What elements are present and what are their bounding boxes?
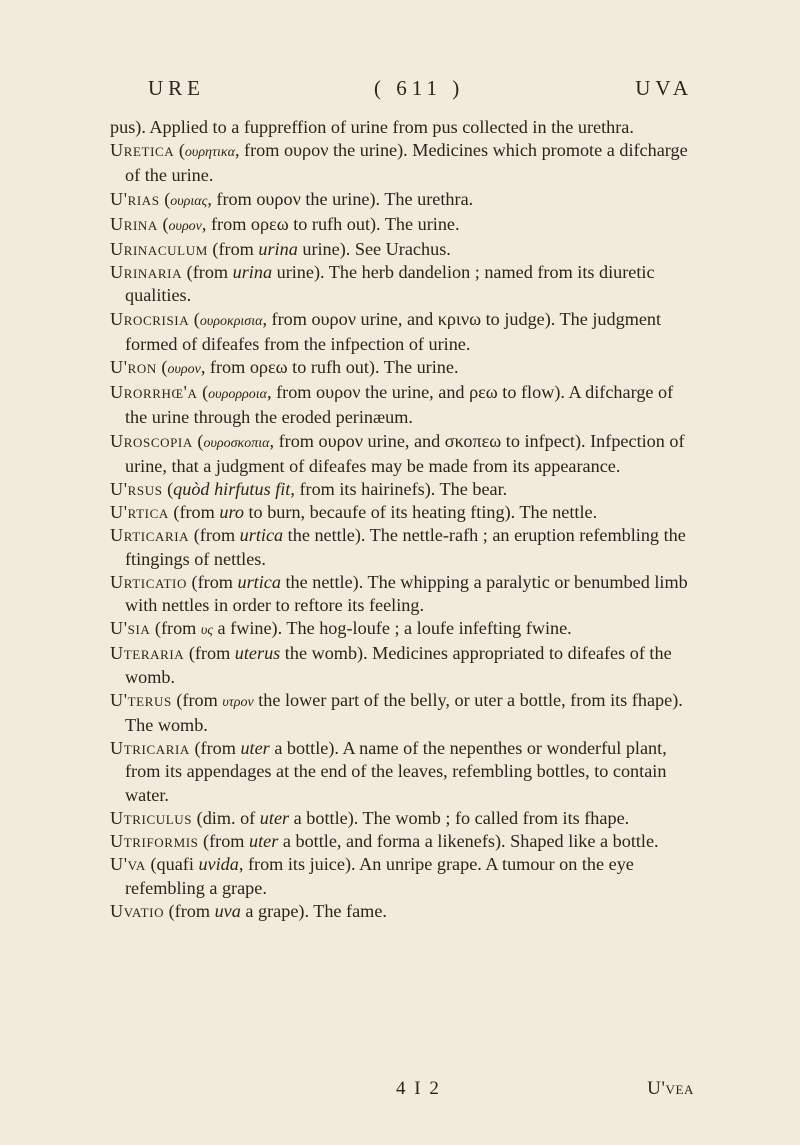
dictionary-entry: [110, 188, 694, 213]
dictionary-entry: [110, 642, 694, 688]
entry-greek: ουριας: [170, 193, 208, 209]
entry-latin: uter: [249, 831, 279, 852]
dictionary-entry: [110, 308, 694, 356]
entry-definition: urine). The herb dandelion ; named from its diuretic qualities.: [125, 262, 655, 306]
entry-prefix: (from: [150, 618, 201, 639]
dictionary-entry: [110, 261, 694, 307]
entry-latin: uter: [259, 807, 290, 828]
catchword: U'vea: [647, 1078, 694, 1099]
dictionary-entry: [110, 501, 694, 524]
entry-prefix: (from: [164, 900, 215, 921]
entry-latin: urina: [258, 239, 298, 260]
dictionary-entry: [110, 116, 694, 139]
dictionary-entry: [110, 430, 694, 478]
dictionary-entry: [110, 689, 694, 737]
running-head-right: UVA: [635, 76, 693, 100]
dictionary-entry: [110, 381, 694, 429]
entry-prefix: (from: [168, 502, 220, 523]
signature-mark: 4 I 2: [396, 1078, 441, 1099]
entry-prefix: (: [197, 382, 209, 403]
entry-headword: Urinaria: [110, 262, 183, 283]
entry-prefix: (: [156, 357, 168, 378]
entry-headword: Urina: [110, 213, 158, 234]
entry-headword: U'terus: [110, 689, 172, 710]
entry-prefix: (from: [189, 738, 241, 759]
entry-greek: υς: [200, 623, 213, 639]
dictionary-entry: [110, 807, 694, 830]
entry-greek: ουροκρισια: [199, 313, 263, 329]
entry-definition: the womb). Medicines appropriated to difeafes of the womb.: [125, 643, 672, 687]
entry-headword: U'rtica: [110, 502, 169, 523]
entry-greek: ουροσκοπια: [203, 435, 270, 451]
entry-greek: ουρητικα: [184, 145, 235, 161]
dictionary-entry: [110, 139, 694, 187]
entry-headword: U'ron: [110, 357, 157, 378]
entry-greek: υτρον: [222, 694, 254, 710]
entry-headword: Urticatio: [110, 571, 187, 592]
entry-latin: urtica: [237, 571, 281, 592]
entry-definition: pus). Applied to a fuppreffion of urine from pus collected in the urethra.: [110, 117, 634, 137]
entry-definition: to burn, becaufe of its heating fting). The nettle.: [243, 502, 598, 523]
entry-headword: Uvatio: [110, 900, 165, 921]
entry-headword: Utriculus: [110, 807, 193, 828]
entry-definition: , from its juice). An unripe grape. A tumour on the eye refembling a grape.: [125, 854, 634, 898]
entry-definition: , from ουρον the urine, and ρεω to flow). A difcharge of the urine through the eroded perinæum.: [125, 382, 674, 428]
entry-definition: the nettle). The nettle-rafh ; an eruption refembling the ftingings of nettles.: [125, 525, 686, 569]
entry-prefix: (from: [171, 689, 223, 710]
entry-headword: Uteraria: [110, 643, 185, 664]
entry-headword: U'sia: [110, 618, 151, 639]
entry-prefix: (quafi: [145, 854, 199, 875]
entry-definition: a bottle). A name of the nepenthes or wonderful plant, from its appendages at the end of the leaves, refembling bottles, to contain water.: [125, 738, 667, 805]
entry-headword: Urocrisia: [110, 308, 190, 329]
entry-prefix: (: [192, 430, 204, 451]
entry-definition: , from ορεω to rufh out). The urine.: [200, 357, 459, 378]
entry-definition: a fwine). The hog-loufe ; a loufe infefting fwine.: [212, 618, 572, 639]
entry-prefix: (: [162, 479, 174, 500]
page-number: ( 611 ): [374, 76, 465, 100]
entry-headword: U'rsus: [110, 479, 163, 500]
entry-prefix: (from: [184, 643, 235, 664]
entry-prefix: (from: [198, 831, 249, 852]
dictionary-entry: [110, 213, 694, 238]
entry-headword: Utriformis: [110, 831, 199, 852]
dictionary-entry: [110, 737, 694, 807]
entry-headword: U'va: [110, 854, 146, 875]
entry-headword: Urinaculum: [110, 239, 208, 260]
entries-list: [110, 116, 694, 923]
entry-definition: urine). See Urachus.: [297, 239, 451, 260]
entry-greek: ουρον: [167, 362, 201, 378]
entry-greek: ουρορροια: [208, 387, 267, 403]
entry-greek: ουρον: [168, 218, 202, 234]
dictionary-entry: [110, 900, 694, 923]
entry-latin: uter: [240, 738, 270, 759]
entry-headword: U'rias: [110, 188, 160, 209]
entry-latin: uva: [214, 900, 241, 921]
entry-latin: uro: [219, 502, 244, 523]
dictionary-entry: [110, 853, 694, 899]
entry-prefix: (: [174, 140, 185, 161]
entry-prefix: (: [189, 308, 200, 329]
entry-headword: Utricaria: [110, 738, 190, 759]
entry-headword: Urticaria: [110, 525, 190, 546]
entry-prefix: (: [159, 188, 171, 209]
dictionary-entry: [110, 238, 694, 261]
dictionary-entry: [110, 524, 694, 570]
entry-definition: a bottle, and forma a likenefs). Shaped like a bottle.: [278, 831, 659, 852]
dictionary-entry: [110, 830, 694, 853]
running-head-left: URE: [148, 76, 205, 100]
entry-latin: urina: [232, 262, 273, 283]
entry-definition: , from ορεω to rufh out). The urine.: [201, 213, 460, 234]
entry-definition: , from ουρον the urine). Medicines which promote a difcharge of the urine.: [125, 140, 688, 186]
entry-prefix: (: [157, 213, 169, 234]
entry-prefix: (dim. of: [192, 807, 260, 828]
dictionary-entry: [110, 356, 694, 381]
entry-definition: the nettle). The whipping a paralytic or benumbed limb with nettles in order to reftore its feeling.: [125, 571, 688, 616]
entry-prefix: (from: [207, 239, 259, 260]
entry-latin: urtica: [239, 525, 284, 546]
entry-definition: , from ουρον the urine). The urethra.: [207, 188, 474, 209]
entry-definition: , from its hairinefs). The bear.: [290, 479, 508, 500]
entry-latin: quòd hirfutus fit: [173, 479, 291, 500]
entry-definition: the lower part of the belly, or uter a bottle, from its fhape). The womb.: [125, 689, 683, 736]
entry-prefix: (from: [182, 262, 233, 283]
page-footer: [110, 1078, 694, 1104]
dictionary-entry: [110, 617, 694, 642]
entry-definition: , from ουρον urine, and σκοπεω to infpect). Infpection of urine, that a judgment of difeafes may be made from its appearance.: [125, 430, 685, 476]
dictionary-entry: [110, 571, 694, 617]
entry-definition: a bottle). The womb ; fo called from its fhape.: [289, 807, 630, 828]
entry-prefix: (from: [186, 571, 238, 592]
entry-latin: uvida: [198, 854, 239, 875]
dictionary-entry: [110, 478, 694, 501]
entry-headword: Uretica: [110, 140, 175, 161]
entry-latin: uterus: [234, 643, 281, 664]
entry-prefix: (from: [189, 525, 240, 546]
entry-headword: Urorrhœ'a: [110, 382, 198, 403]
entry-definition: a grape). The fame.: [240, 900, 387, 921]
entry-definition: , from ουρον urine, and κρινω to judge). The judgment formed of difeafes from the infpection of urine.: [125, 308, 662, 354]
entry-headword: Uroscopia: [110, 430, 193, 451]
running-head: [148, 76, 693, 102]
